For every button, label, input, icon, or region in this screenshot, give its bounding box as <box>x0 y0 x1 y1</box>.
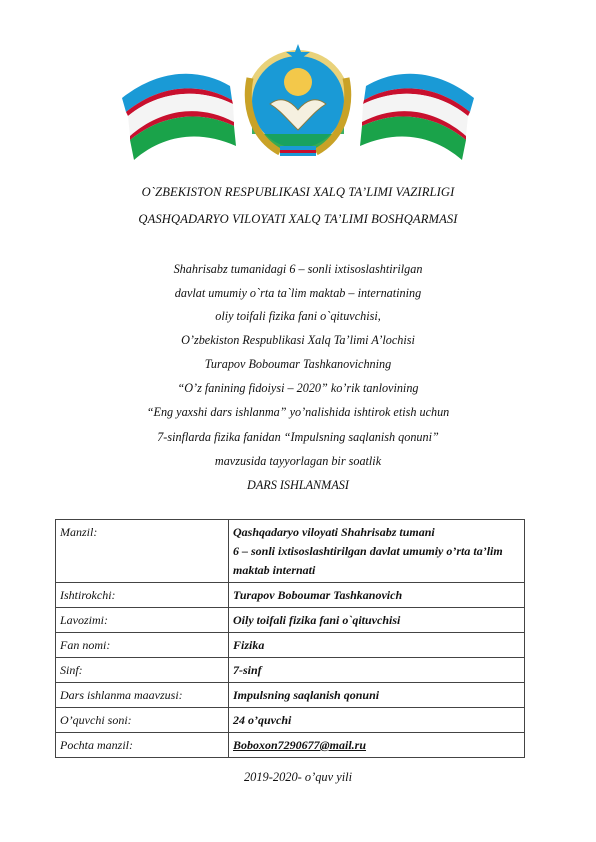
document-type-title: DARS ISHLANMASI <box>247 478 349 492</box>
table-row <box>56 658 525 683</box>
department-title: QASHQADARYO VILOYATI XALQ TA’LIMI BOSHQARMASI <box>138 212 458 226</box>
intro-line: oliy toifali fizika fani o`qituvchisi, <box>215 309 381 323</box>
coat-of-arms <box>246 44 350 156</box>
intro-line: “O’z fanining fidoiysi – 2020” ko’rik tanlovining <box>177 381 419 395</box>
table-row <box>56 583 525 608</box>
table-row <box>56 520 525 583</box>
intro-line: 7-sinflarda fizika fanidan “Impulsning saqlanish qonuni” <box>157 430 439 444</box>
intro-line: Shahrisabz tumanidagi 6 – sonli ixtisoslashtirilgan <box>173 262 423 276</box>
row-label: Manzil: <box>56 520 229 583</box>
table-row <box>56 683 525 708</box>
flag-ribbon-left <box>122 74 236 160</box>
table-row <box>56 733 525 758</box>
ministry-title: O`ZBEKISTON RESPUBLIKASI XALQ TA’LIMI VAZIRLIGI <box>141 185 455 199</box>
intro-line: davlat umumiy o`rta ta`lim maktab – internatining <box>174 286 422 300</box>
row-label: Pochta manzil: <box>56 733 229 758</box>
intro-line: O’zbekiston Respublikasi Xalq Ta’limi A’lochisi <box>181 333 415 347</box>
row-label: Lavozimi: <box>56 608 229 633</box>
row-value: Turapov Boboumar Tashkanovich <box>229 583 525 608</box>
row-label: O’quvchi soni: <box>56 708 229 733</box>
row-value: Oily toifali fizika fani o`qituvchisi <box>229 608 525 633</box>
intro-line: “Eng yaxshi dars ishlanma” yo’nalishida ishtirok etish uchun <box>146 405 450 419</box>
row-value: Impulsning saqlanish qonuni <box>229 683 525 708</box>
row-label: Fan nomi: <box>56 633 229 658</box>
row-label: Ishtirokchi: <box>56 583 229 608</box>
table-row <box>56 633 525 658</box>
row-value: 7-sinf <box>229 658 525 683</box>
row-value: Qashqadaryo viloyati Shahrisabz tumani 6 – sonli ixtisoslashtirilgan davlat umumiy o’rta ta’lim maktab internati <box>229 520 525 583</box>
academic-year: 2019-2020- o’quv yili <box>243 770 353 784</box>
intro-line: Turapov Boboumar Tashkanovichning <box>204 357 392 371</box>
emblem-icon <box>120 38 476 166</box>
email-link[interactable]: Boboxon7290677@mail.ru <box>233 738 367 752</box>
intro-line: mavzusida tayyorlagan bir soatlik <box>214 454 382 468</box>
row-value: 24 o’quvchi <box>229 708 525 733</box>
table-row <box>56 708 525 733</box>
table-row <box>56 608 525 633</box>
info-table <box>55 519 525 758</box>
row-label: Dars ishlanma maavzusi: <box>56 683 229 708</box>
row-value-cell <box>229 733 525 758</box>
row-value: Fizika <box>229 633 525 658</box>
flag-ribbon-right <box>360 74 474 160</box>
state-emblem-with-flag <box>120 38 476 166</box>
row-label: Sinf: <box>56 658 229 683</box>
